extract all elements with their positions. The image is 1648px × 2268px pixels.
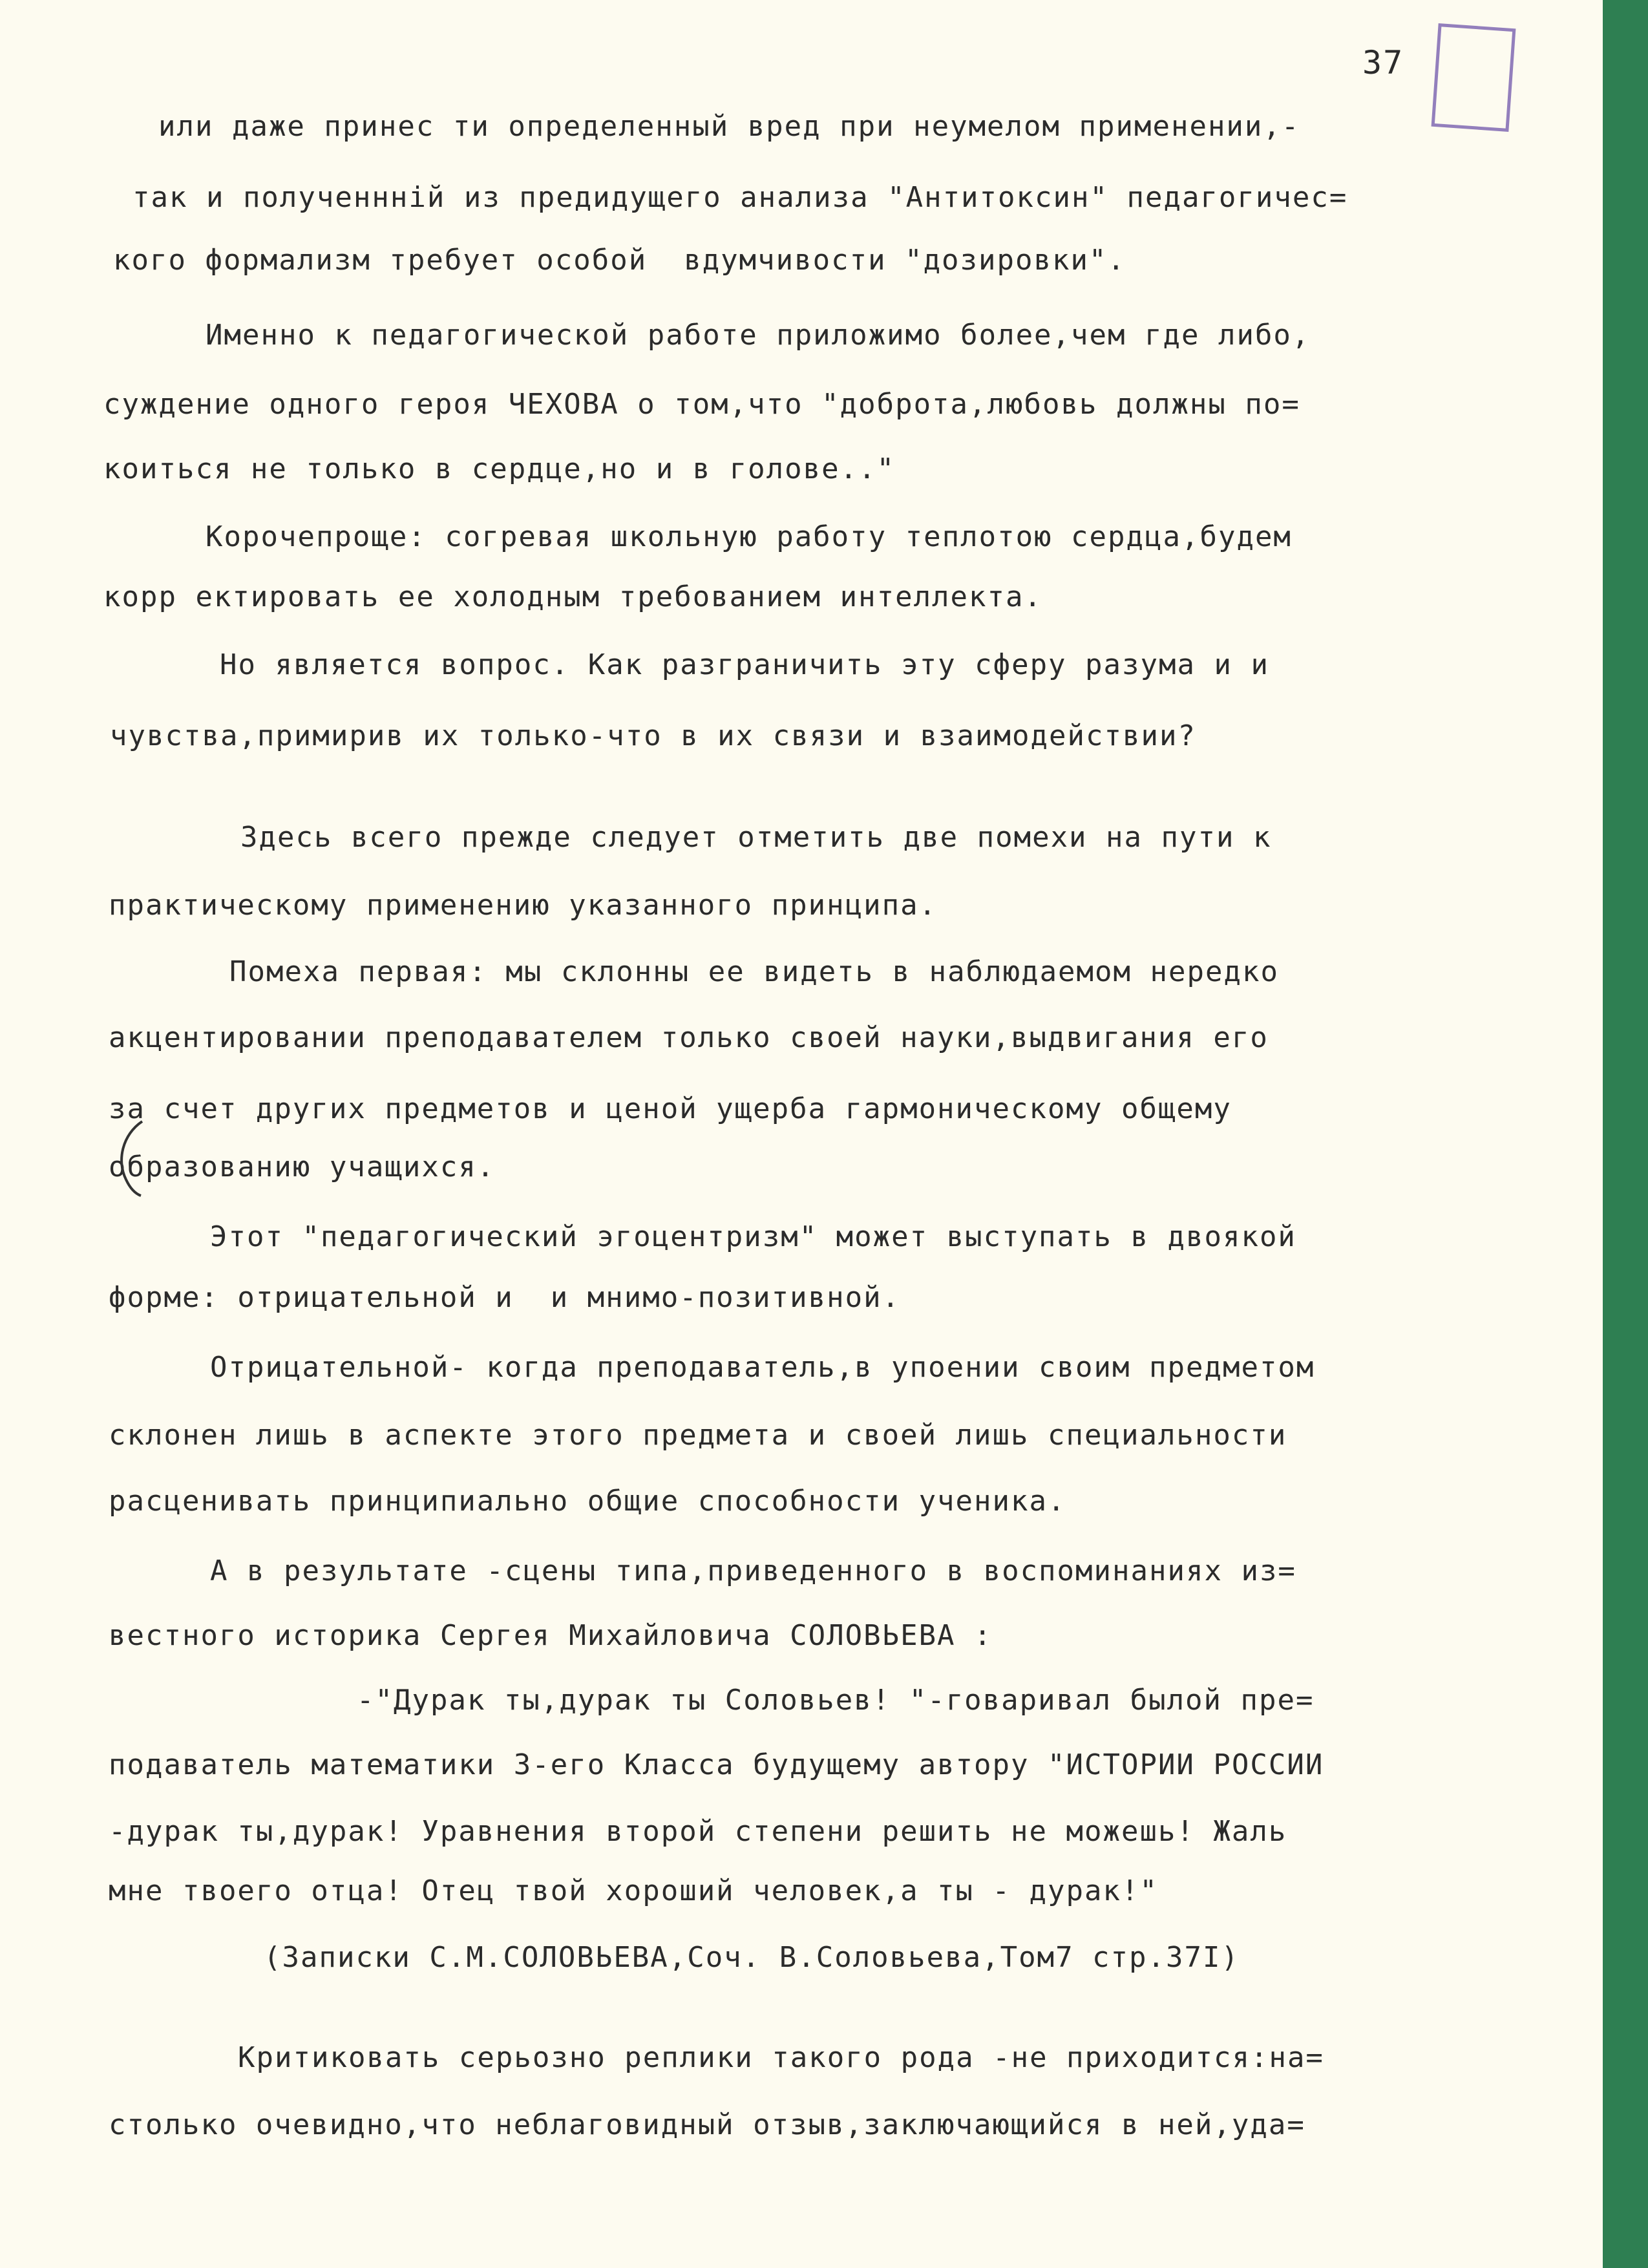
text-line-1: или даже принес ти определенный вред при неумелом применении,- — [158, 110, 1300, 143]
green-page-edge — [1603, 0, 1648, 2268]
text-line-20: склонен лишь в аспекте этого предмета и своей лишь специальности — [109, 1419, 1287, 1452]
text-line-29: Критиковать серьозно реплики такого рода -не приходится:на= — [238, 2041, 1324, 2074]
text-line-25: подаватель математики 3-его Класса будущему автору "ИСТОРИИ РОССИИ — [109, 1748, 1324, 1781]
text-line-30: столько очевидно,что неблаговидный отзыв,заключающийся в ней,уда= — [109, 2108, 1305, 2141]
text-line-19: Отрицательной- когда преподаватель,в упоении своим предметом — [210, 1351, 1315, 1384]
text-line-7: Корочепроще: согревая школьную работу теплотою сердца,будем — [206, 520, 1292, 553]
text-line-9: Но является вопрос. Как разграничить эту сферу разума и и — [220, 648, 1269, 681]
text-line-3: кого формализм требует особой вдумчивости "дозировки". — [113, 244, 1126, 277]
text-line-18: форме: отрицательной и и мнимо-позитивной. — [109, 1281, 901, 1314]
text-line-15: за счет других предметов и ценой ущерба гармоническому общему — [109, 1092, 1232, 1125]
text-line-6: коиться не только в сердце,но и в голове.." — [103, 452, 896, 485]
text-line-16: образованию учащихся. — [109, 1150, 496, 1183]
handwritten-correction-mark — [97, 1115, 168, 1199]
text-line-28: (Записки С.М.СОЛОВЬЕВА,Соч. В.Соловьева,Том7 стр.37I) — [264, 1941, 1240, 1974]
text-line-22: А в результате -сцены типа,приведенного в воспоминаниях из= — [210, 1554, 1296, 1587]
text-line-11: Здесь всего прежде следует отметить две помехи на пути к — [240, 821, 1272, 854]
text-line-8: корр ектировать ее холодным требованием интеллекта. — [103, 580, 1043, 613]
text-line-24: -"Дурак ты,дурак ты Соловьев! "-говаривал былой пре= — [357, 1684, 1315, 1717]
text-line-17: Этот "педагогический эгоцентризм" может выступать в двоякой — [210, 1220, 1296, 1253]
text-line-14: акцентировании преподавателем только своей науки,выдвигания его — [109, 1021, 1269, 1054]
text-line-5: суждение одного героя ЧЕХОВА о том,что "доброта,любовь должны по= — [103, 388, 1300, 421]
text-line-27: мне твоего отца! Отец твой хороший человек,а ты - дурак!" — [109, 1874, 1158, 1907]
archive-stamp — [1431, 23, 1516, 132]
text-line-23: вестного историка Сергея Михайловича СОЛОВЬЕВА : — [109, 1619, 993, 1652]
text-line-13: Помеха первая: мы склонны ее видеть в наблюдаемом нередко — [229, 955, 1279, 988]
text-line-4: Именно к педагогической работе приложимо более,чем где либо, — [206, 319, 1311, 352]
text-line-12: практическому применению указанного принципа. — [109, 889, 938, 922]
text-line-26: -дурак ты,дурак! Уравнения второй степени решить не можешь! Жаль — [109, 1815, 1287, 1848]
text-line-2: так и полученнній из предидущего анализа "Антитоксин" педагогичес= — [132, 181, 1348, 214]
text-line-10: чувства,примирив их только-что в их связи и взаимодействии? — [110, 719, 1196, 752]
text-line-21: расценивать принципиально общие способности ученика. — [109, 1485, 1066, 1518]
page-number: 37 — [1362, 44, 1404, 81]
